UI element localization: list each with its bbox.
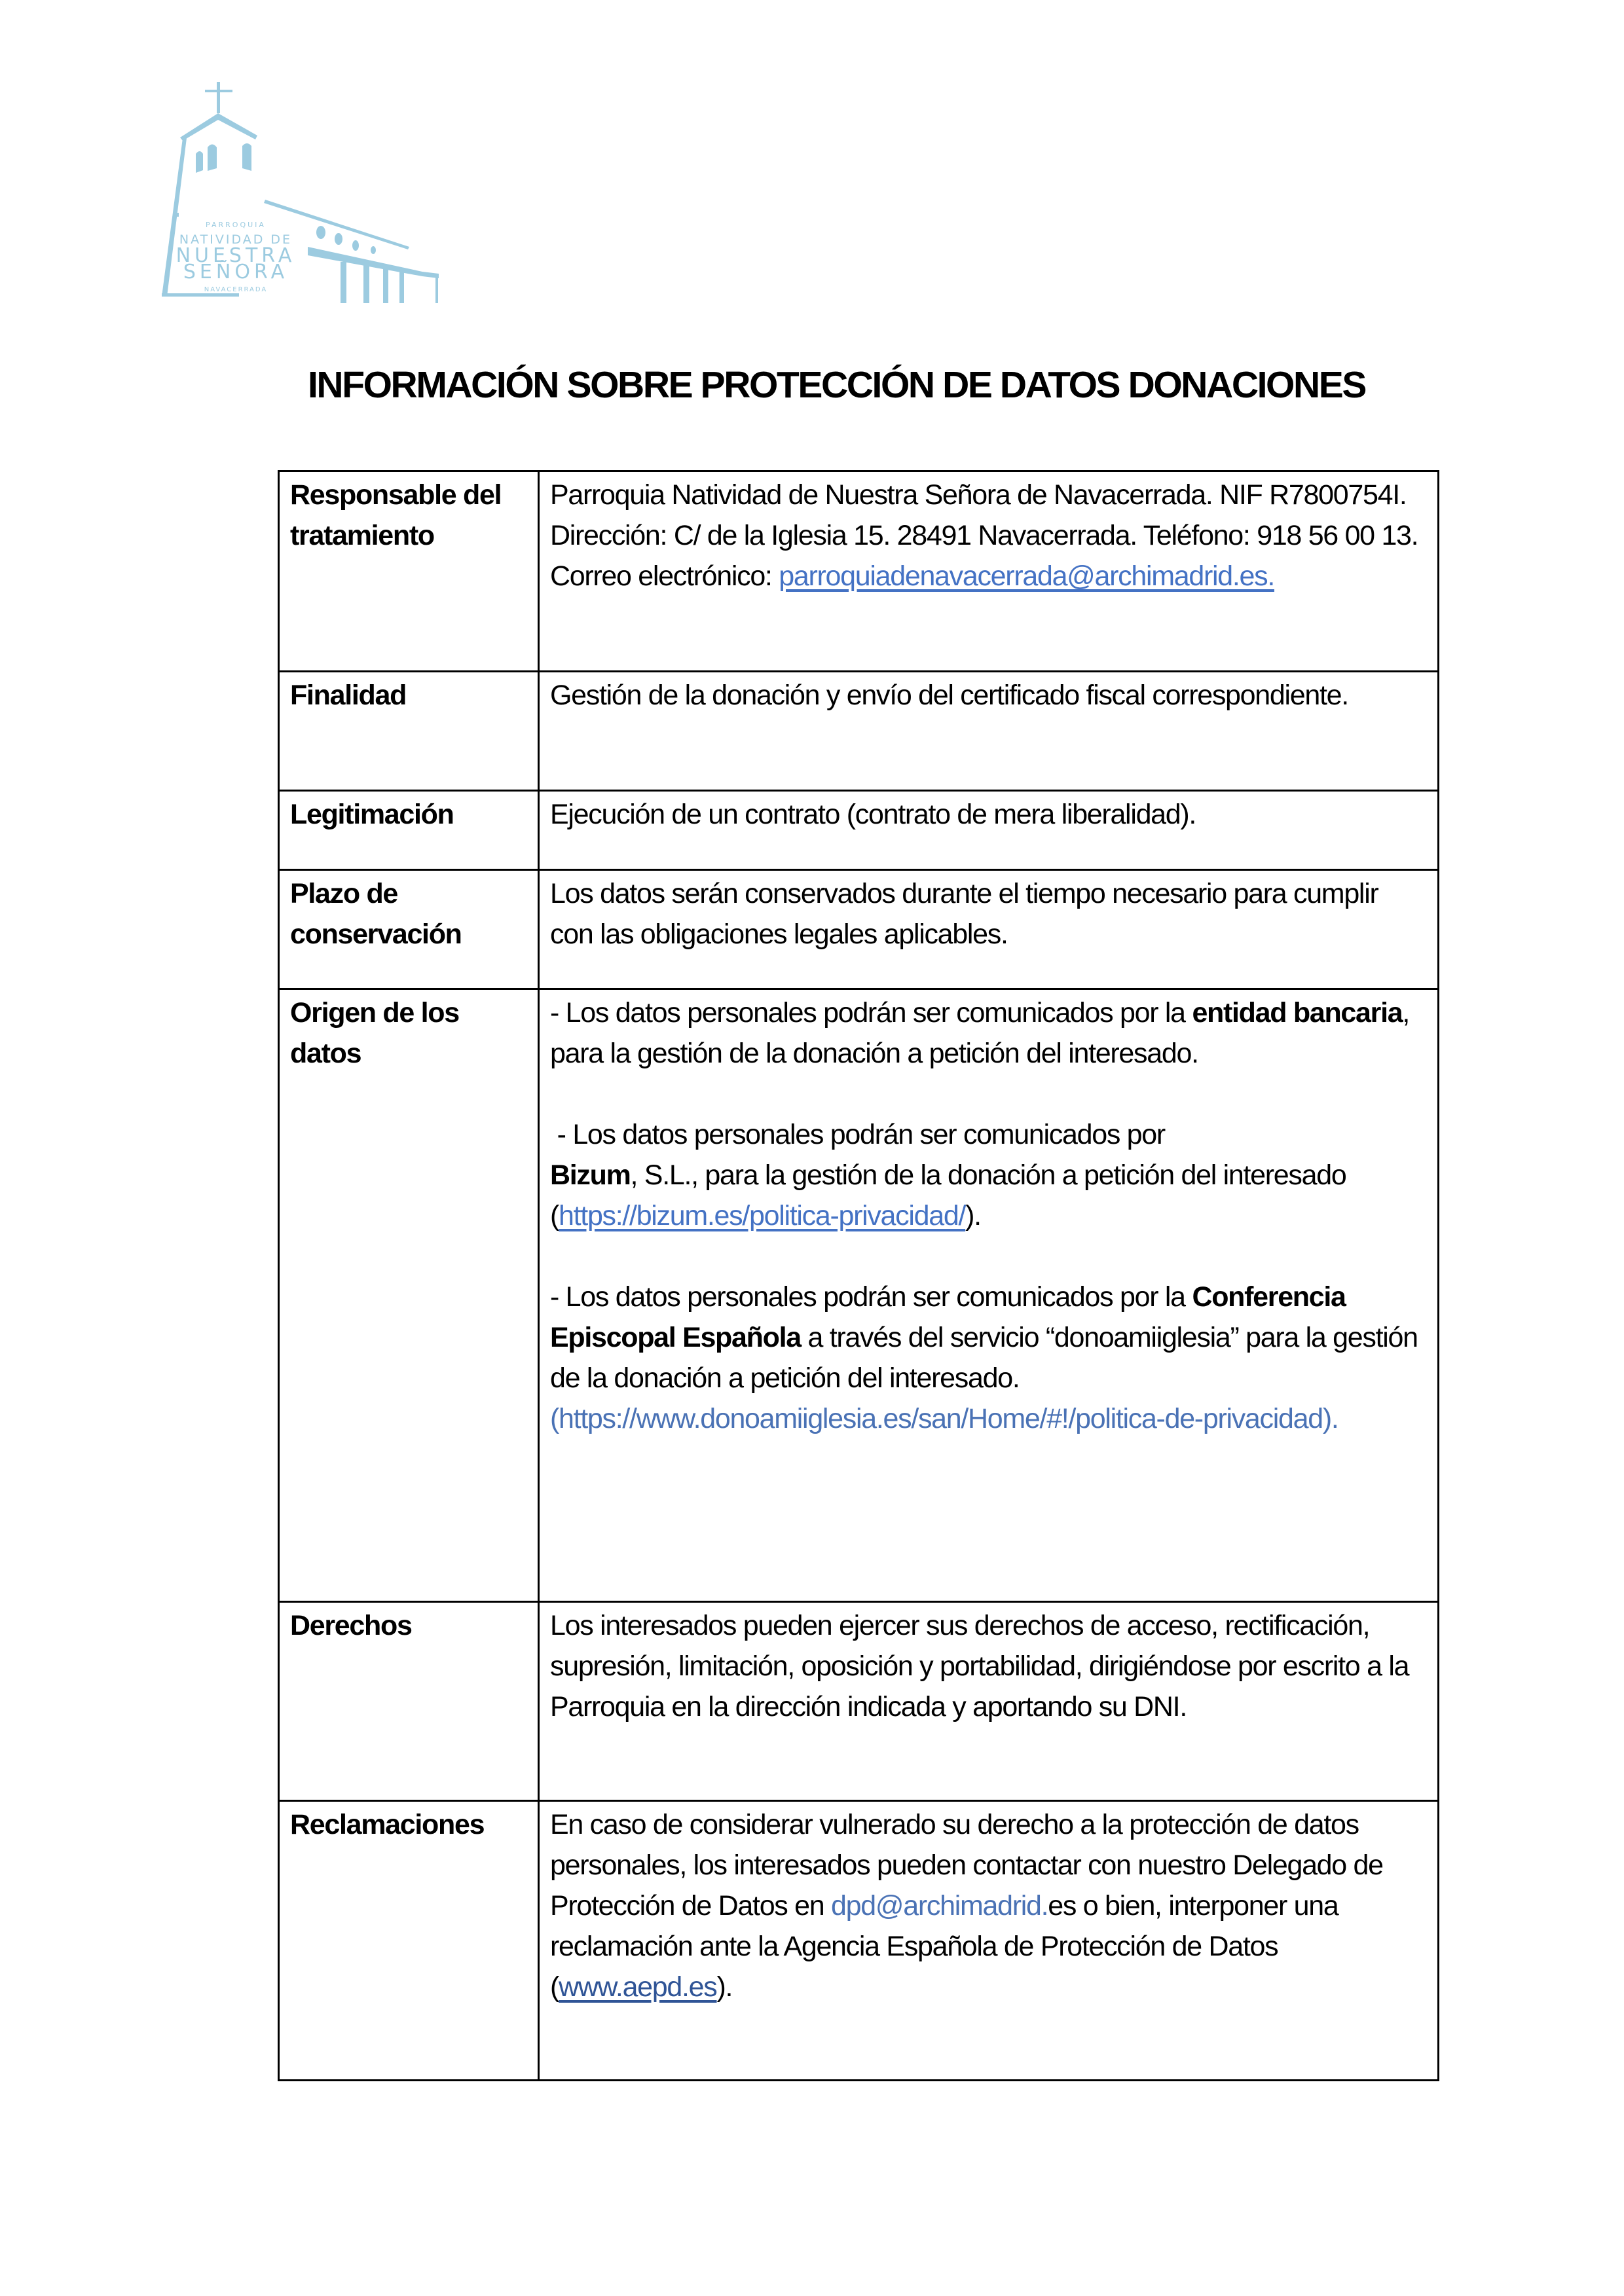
donoamiiglesia-privacy-link[interactable]: (https://www.donoamiiglesia.es/san/Home/#!/politica-de-privacidad). — [550, 1403, 1338, 1434]
table-row — [279, 672, 1439, 791]
svg-text:NUESTRA: NUESTRA — [175, 244, 296, 267]
text: ). — [965, 1200, 981, 1231]
row-label-reclamaciones: Reclamaciones — [279, 1801, 539, 2081]
table-row — [279, 791, 1439, 870]
text: ). — [716, 1971, 733, 2003]
row-value-origen — [539, 989, 1439, 1602]
bold-text: Bizum — [550, 1159, 631, 1191]
row-label-finalidad: Finalidad — [279, 672, 539, 791]
table-row — [279, 870, 1439, 989]
origen-paragraph-bank — [550, 993, 1427, 1074]
svg-text:SEÑORA: SEÑORA — [183, 261, 289, 283]
row-label-responsable: Responsable del tratamiento — [279, 471, 539, 672]
row-value-reclamaciones — [539, 1801, 1439, 2081]
responsable-text: Parroquia Natividad de Nuestra Señora de Navacerrada. NIF R7800754I. Dirección: C/ de la Iglesia 15. 28491 Navacerrada. Teléfono: 918 56 00 13. Correo electrónico: — [550, 479, 1418, 592]
dpd-email-link[interactable]: dpd@archimadrid. — [831, 1890, 1048, 1922]
row-value-finalidad: Gestión de la donación y envío del certificado fiscal correspondiente. — [539, 672, 1439, 791]
bizum-privacy-link[interactable]: https://bizum.es/politica-privacidad/ — [559, 1200, 966, 1231]
aepd-link[interactable]: www.aepd.es — [559, 1971, 717, 2003]
text: a través del servicio “donoamiiglesia” para la gestión de la donación a petición del interesado. — [550, 1322, 1418, 1394]
text: , para la gestión de la donación a petición del interesado. — [550, 997, 1410, 1069]
row-label-legitimacion: Legitimación — [279, 791, 539, 870]
bold-text: Conferencia Episcopal Española — [550, 1281, 1346, 1353]
row-label-plazo: Plazo de conservación — [279, 870, 539, 989]
church-icon — [147, 75, 439, 304]
text: - Los datos personales podrán ser comunicados por — [550, 1119, 1172, 1150]
text: , S.L., para la gestión de la donación a petición del interesado ( — [550, 1159, 1346, 1231]
origen-paragraph-cee — [550, 1277, 1427, 1439]
svg-text:NAVACERRADA: NAVACERRADA — [204, 286, 268, 293]
data-protection-table — [278, 470, 1439, 2081]
row-value-legitimacion: Ejecución de un contrato (contrato de mera liberalidad). — [539, 791, 1439, 870]
text: - Los datos personales podrán ser comunicados por la — [550, 997, 1192, 1029]
table-row — [279, 1602, 1439, 1801]
table-row — [279, 989, 1439, 1602]
parish-email-link[interactable]: parroquiadenavacerrada@archimadrid.es. — [779, 560, 1274, 592]
table-row — [279, 1801, 1439, 2081]
svg-text:NATIVIDAD DE: NATIVIDAD DE — [179, 232, 293, 247]
origen-paragraph-bizum — [550, 1114, 1427, 1236]
page-title: INFORMACIÓN SOBRE PROTECCIÓN DE DATOS DONACIONES — [308, 364, 1365, 406]
parish-logo — [147, 75, 439, 304]
svg-text:PARROQUIA: PARROQUIA — [206, 221, 266, 229]
bold-text: entidad bancaria — [1192, 997, 1403, 1029]
text: es o bien, interponer una reclamación ante la Agencia Española de Protección de Datos ( — [550, 1890, 1338, 2003]
text: - Los datos personales podrán ser comunicados por la — [550, 1281, 1192, 1313]
row-value-responsable — [539, 471, 1439, 672]
row-value-plazo: Los datos serán conservados durante el tiempo necesario para cumplir con las obligaciones legales aplicables. — [539, 870, 1439, 989]
text: En caso de considerar vulnerado su derecho a la protección de datos personales, los interesados pueden contactar con nuestro Delegado de Protección de Datos en — [550, 1809, 1383, 1922]
row-label-origen: Origen de los datos — [279, 989, 539, 1602]
row-value-derechos: Los interesados pueden ejercer sus derechos de acceso, rectificación, supresión, limitación, oposición y portabilidad, dirigiéndose por escrito a la Parroquia en la dirección indicada y aportando su DNI. — [539, 1602, 1439, 1801]
table-row — [279, 471, 1439, 672]
row-label-derechos: Derechos — [279, 1602, 539, 1801]
